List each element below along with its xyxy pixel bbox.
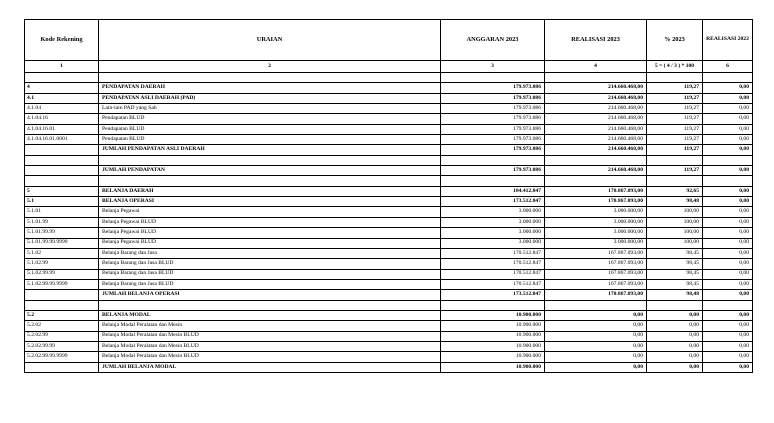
table-row	[25, 259, 753, 269]
cell-kode	[25, 290, 99, 300]
cell-persen: 119,27	[647, 104, 703, 114]
cell-persen: 0,00	[647, 321, 703, 331]
col-number: 6	[703, 61, 753, 73]
cell-persen: 0,00	[647, 331, 703, 341]
col-number: 3	[441, 61, 545, 73]
blank-cell	[441, 176, 545, 186]
cell-uraian: Belanja Pegawai	[99, 207, 441, 217]
cell-realisasi-prev: 0,00	[703, 341, 753, 351]
cell-uraian: Pendapatan BLUD	[99, 114, 441, 124]
cell-uraian: Pendapatan BLUD	[99, 124, 441, 134]
cell-persen: 0,00	[647, 341, 703, 351]
table-body	[25, 73, 753, 373]
cell-realisasi-prev: 0,00	[703, 310, 753, 320]
cell-realisasi: 214.660.468,00	[545, 93, 647, 103]
cell-realisasi-prev: 0,00	[703, 186, 753, 196]
cell-realisasi-prev: 0,00	[703, 331, 753, 341]
cell-uraian: BELANJA OPERASI	[99, 197, 441, 207]
cell-anggaran: 10.900.000	[441, 331, 545, 341]
cell-uraian: JUMLAH BELANJA OPERASI	[99, 290, 441, 300]
cell-anggaran: 3.000.000	[441, 238, 545, 248]
cell-kode: 4.1.04.16.01.0001	[25, 135, 99, 145]
cell-anggaran: 179.973.086	[441, 83, 545, 93]
cell-realisasi: 0,00	[545, 352, 647, 362]
blank-cell	[703, 155, 753, 165]
cell-kode	[25, 145, 99, 155]
cell-realisasi-prev: 0,00	[703, 362, 753, 372]
blank-cell	[545, 155, 647, 165]
cell-persen: 119,27	[647, 135, 703, 145]
cell-realisasi-prev: 0,00	[703, 248, 753, 258]
cell-realisasi: 170.867.093,00	[545, 186, 647, 196]
cell-persen: 119,27	[647, 124, 703, 134]
cell-anggaran: 10.900.000	[441, 341, 545, 351]
col-number: 2	[99, 61, 441, 73]
cell-kode: 5.2.02	[25, 321, 99, 331]
cell-realisasi-prev: 0,00	[703, 228, 753, 238]
cell-realisasi-prev: 0,00	[703, 217, 753, 227]
cell-persen: 100,00	[647, 217, 703, 227]
cell-kode: 5.2	[25, 310, 99, 320]
cell-realisasi: 0,00	[545, 341, 647, 351]
blank-row	[25, 155, 753, 165]
table-row	[25, 238, 753, 248]
cell-persen: 119,27	[647, 145, 703, 155]
cell-kode: 5.1.01	[25, 207, 99, 217]
blank-cell	[647, 73, 703, 83]
blank-cell	[441, 155, 545, 165]
cell-anggaran: 170.512.847	[441, 259, 545, 269]
table-row	[25, 248, 753, 258]
table-row	[25, 93, 753, 103]
cell-anggaran: 3.000.000	[441, 207, 545, 217]
cell-realisasi-prev: 0,00	[703, 197, 753, 207]
cell-uraian: Belanja Modal Peralatan dan Mesin BLUD	[99, 352, 441, 362]
col-number: 4	[545, 61, 647, 73]
cell-persen: 98,45	[647, 269, 703, 279]
cell-kode: 4.1.04	[25, 104, 99, 114]
table-row	[25, 310, 753, 320]
blank-row	[25, 300, 753, 310]
cell-kode: 5.2.02.99.99	[25, 341, 99, 351]
cell-anggaran: 10.900.000	[441, 362, 545, 372]
blank-cell	[99, 300, 441, 310]
cell-kode: 5.1.02.99.99.9999	[25, 279, 99, 289]
table-row	[25, 321, 753, 331]
cell-persen: 98,48	[647, 290, 703, 300]
blank-cell	[25, 155, 99, 165]
cell-kode: 5.1.01.99	[25, 217, 99, 227]
cell-anggaran: 3.000.000	[441, 217, 545, 227]
blank-cell	[647, 155, 703, 165]
column-number-row	[25, 61, 753, 73]
table-row	[25, 341, 753, 351]
blank-cell	[99, 176, 441, 186]
cell-realisasi: 167.867.093,00	[545, 269, 647, 279]
cell-persen: 100,00	[647, 207, 703, 217]
cell-persen: 119,27	[647, 114, 703, 124]
cell-realisasi: 167.867.093,00	[545, 259, 647, 269]
cell-persen: 92,65	[647, 186, 703, 196]
cell-persen: 100,00	[647, 238, 703, 248]
cell-anggaran: 10.900.000	[441, 310, 545, 320]
blank-cell	[647, 176, 703, 186]
cell-uraian: Belanja Barang dan Jasa BLUD	[99, 279, 441, 289]
cell-kode: 4	[25, 83, 99, 93]
cell-uraian: JUMLAH PENDAPATAN ASLI DAERAH	[99, 145, 441, 155]
budget-realization-table	[24, 19, 753, 373]
cell-kode	[25, 362, 99, 372]
cell-persen: 0,00	[647, 362, 703, 372]
cell-realisasi: 214.660.468,00	[545, 166, 647, 176]
cell-kode: 5.1	[25, 197, 99, 207]
cell-anggaran: 179.973.086	[441, 145, 545, 155]
cell-realisasi-prev: 0,00	[703, 269, 753, 279]
cell-realisasi-prev: 0,00	[703, 145, 753, 155]
cell-realisasi: 0,00	[545, 310, 647, 320]
header-realisasi: REALISASI 2023	[545, 20, 647, 61]
cell-anggaran: 179.973.086	[441, 124, 545, 134]
blank-cell	[545, 176, 647, 186]
blank-cell	[25, 300, 99, 310]
header-persen: % 2023	[647, 20, 703, 61]
cell-persen: 98,45	[647, 248, 703, 258]
table-row	[25, 114, 753, 124]
table-row	[25, 186, 753, 196]
cell-realisasi: 167.867.093,00	[545, 248, 647, 258]
cell-realisasi-prev: 0,00	[703, 93, 753, 103]
cell-persen: 119,27	[647, 166, 703, 176]
cell-realisasi-prev: 0,00	[703, 135, 753, 145]
col-number: 5 = ( 4 / 3 ) * 100	[647, 61, 703, 73]
table-row	[25, 104, 753, 114]
cell-anggaran: 179.973.086	[441, 135, 545, 145]
cell-uraian: Belanja Pegawai BLUD	[99, 217, 441, 227]
cell-realisasi: 214.660.468,00	[545, 83, 647, 93]
cell-realisasi-prev: 0,00	[703, 104, 753, 114]
header-row	[25, 20, 753, 61]
cell-kode: 5	[25, 186, 99, 196]
cell-realisasi-prev: 0,00	[703, 166, 753, 176]
blank-cell	[647, 300, 703, 310]
blank-row	[25, 176, 753, 186]
blank-cell	[441, 73, 545, 83]
cell-kode: 5.2.02.99.99.9999	[25, 352, 99, 362]
report-sheet	[24, 19, 753, 373]
cell-persen: 100,00	[647, 228, 703, 238]
blank-cell	[99, 155, 441, 165]
cell-uraian: Belanja Modal Peralatan dan Mesin BLUD	[99, 331, 441, 341]
cell-anggaran: 179.973.086	[441, 104, 545, 114]
cell-anggaran: 170.512.847	[441, 269, 545, 279]
cell-kode: 5.1.01.99.99.9999	[25, 238, 99, 248]
cell-realisasi: 3.000.000,00	[545, 238, 647, 248]
table-row	[25, 228, 753, 238]
cell-realisasi: 3.000.000,00	[545, 228, 647, 238]
cell-anggaran: 10.900.000	[441, 352, 545, 362]
cell-anggaran: 10.900.000	[441, 321, 545, 331]
cell-anggaran: 170.512.847	[441, 248, 545, 258]
cell-realisasi: 214.660.468,00	[545, 104, 647, 114]
cell-uraian: Pendapatan BLUD	[99, 135, 441, 145]
cell-uraian: JUMLAH BELANJA MODAL	[99, 362, 441, 372]
table-row	[25, 352, 753, 362]
cell-realisasi: 214.660.468,00	[545, 135, 647, 145]
cell-realisasi-prev: 0,00	[703, 238, 753, 248]
blank-cell	[703, 73, 753, 83]
cell-uraian: PENDAPATAN DAERAH	[99, 83, 441, 93]
cell-uraian: Belanja Barang dan Jasa	[99, 248, 441, 258]
cell-persen: 0,00	[647, 352, 703, 362]
cell-realisasi-prev: 0,00	[703, 290, 753, 300]
table-row	[25, 83, 753, 93]
cell-realisasi: 0,00	[545, 362, 647, 372]
blank-cell	[703, 300, 753, 310]
cell-realisasi-prev: 0,00	[703, 352, 753, 362]
cell-anggaran: 170.512.847	[441, 279, 545, 289]
header-uraian: URAIAN	[99, 20, 441, 61]
cell-persen: 119,27	[647, 83, 703, 93]
cell-kode: 5.1.01.99.99	[25, 228, 99, 238]
cell-kode: 4.1.04.16.01	[25, 124, 99, 134]
cell-realisasi-prev: 0,00	[703, 321, 753, 331]
table-row	[25, 135, 753, 145]
cell-kode: 5.1.02.99	[25, 259, 99, 269]
cell-realisasi-prev: 0,00	[703, 207, 753, 217]
cell-kode: 5.1.02	[25, 248, 99, 258]
cell-anggaran: 173.512.847	[441, 290, 545, 300]
cell-realisasi: 3.000.000,00	[545, 217, 647, 227]
cell-uraian: PENDAPATAN ASLI DAERAH (PAD)	[99, 93, 441, 103]
cell-uraian: Belanja Pegawai BLUD	[99, 238, 441, 248]
cell-anggaran: 179.973.086	[441, 166, 545, 176]
blank-cell	[703, 176, 753, 186]
header-anggaran: ANGGARAN 2023	[441, 20, 545, 61]
cell-anggaran: 173.512.847	[441, 197, 545, 207]
cell-realisasi-prev: 0,00	[703, 83, 753, 93]
cell-realisasi: 0,00	[545, 321, 647, 331]
cell-uraian: Belanja Barang dan Jasa BLUD	[99, 259, 441, 269]
cell-persen: 98,48	[647, 197, 703, 207]
cell-persen: 119,27	[647, 93, 703, 103]
cell-kode: 4.1	[25, 93, 99, 103]
cell-realisasi: 167.867.093,00	[545, 279, 647, 289]
table-row	[25, 331, 753, 341]
cell-uraian: Lain-lain PAD yang Sah	[99, 104, 441, 114]
table-row	[25, 124, 753, 134]
cell-kode: 5.2.02.99	[25, 331, 99, 341]
cell-anggaran: 179.973.086	[441, 93, 545, 103]
table-row	[25, 290, 753, 300]
cell-realisasi-prev: 0,00	[703, 124, 753, 134]
cell-uraian: BELANJA MODAL	[99, 310, 441, 320]
cell-realisasi: 214.660.468,00	[545, 114, 647, 124]
cell-uraian: Belanja Modal Peralatan dan Mesin	[99, 321, 441, 331]
cell-kode: 5.1.02.99.99	[25, 269, 99, 279]
cell-realisasi: 170.867.093,00	[545, 197, 647, 207]
cell-persen: 0,00	[647, 310, 703, 320]
table-row	[25, 217, 753, 227]
table-row	[25, 269, 753, 279]
cell-kode: 4.1.04.16	[25, 114, 99, 124]
cell-realisasi-prev: 0,00	[703, 114, 753, 124]
cell-uraian: Belanja Pegawai BLUD	[99, 228, 441, 238]
blank-row	[25, 73, 753, 83]
table-row	[25, 166, 753, 176]
cell-realisasi-prev: 0,00	[703, 279, 753, 289]
table-row	[25, 279, 753, 289]
cell-uraian: Belanja Barang dan Jasa BLUD	[99, 269, 441, 279]
blank-cell	[25, 176, 99, 186]
cell-realisasi: 3.000.000,00	[545, 207, 647, 217]
table-row	[25, 145, 753, 155]
col-number: 1	[25, 61, 99, 73]
cell-realisasi: 214.660.468,00	[545, 145, 647, 155]
cell-uraian: Belanja Modal Peralatan dan Mesin BLUD	[99, 341, 441, 351]
cell-realisasi: 214.660.468,00	[545, 124, 647, 134]
cell-realisasi: 0,00	[545, 331, 647, 341]
blank-cell	[441, 300, 545, 310]
cell-persen: 98,45	[647, 279, 703, 289]
header-kode-rekening: Kode Rekening	[25, 20, 99, 61]
cell-anggaran: 179.973.086	[441, 114, 545, 124]
table-row	[25, 197, 753, 207]
cell-uraian: BELANJA DAERAH	[99, 186, 441, 196]
blank-cell	[545, 300, 647, 310]
blank-cell	[25, 73, 99, 83]
cell-realisasi: 170.867.093,00	[545, 290, 647, 300]
cell-anggaran: 3.000.000	[441, 228, 545, 238]
blank-cell	[545, 73, 647, 83]
header-realisasi-prev: REALISASI 2022	[703, 20, 753, 61]
blank-cell	[99, 73, 441, 83]
cell-persen: 98,45	[647, 259, 703, 269]
cell-kode	[25, 166, 99, 176]
cell-uraian: JUMLAH PENDAPATAN	[99, 166, 441, 176]
table-row	[25, 207, 753, 217]
table-row	[25, 362, 753, 372]
cell-anggaran: 184.412.847	[441, 186, 545, 196]
cell-realisasi-prev: 0,00	[703, 259, 753, 269]
